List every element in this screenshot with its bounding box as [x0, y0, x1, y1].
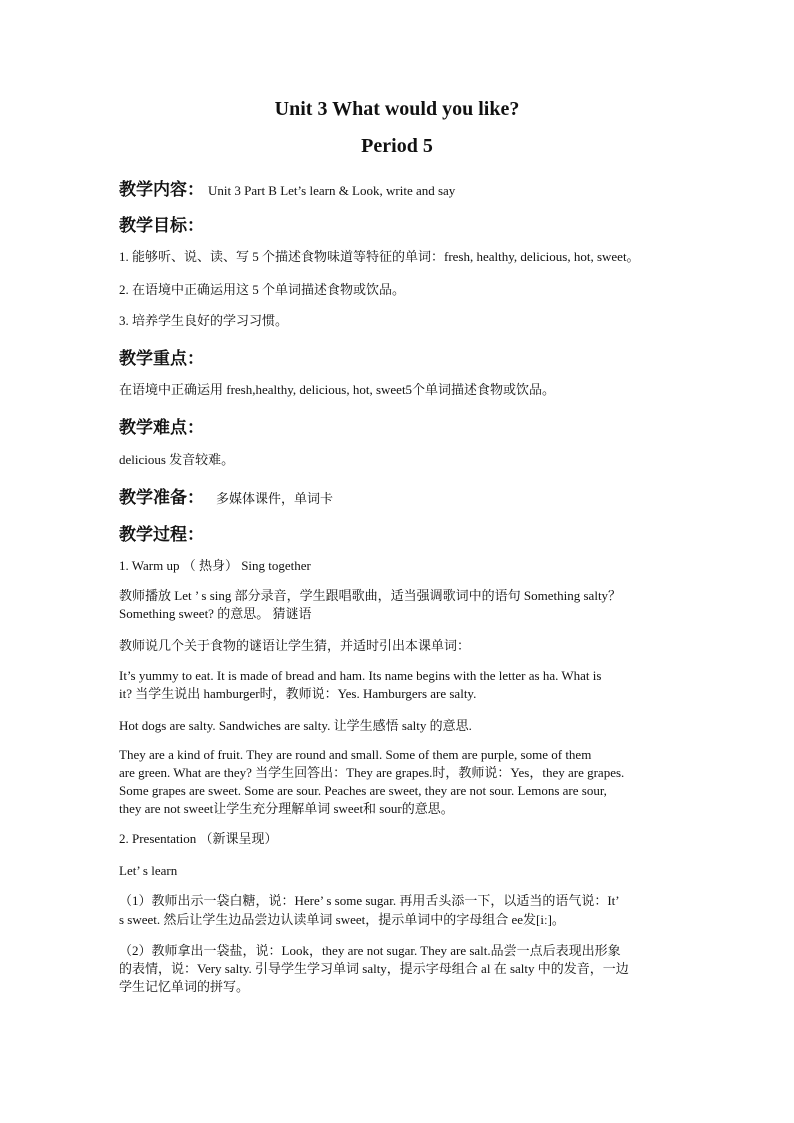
- riddle-3-line: they are not sweet让学生充分理解单词 sweet和 sour的意思。: [119, 801, 454, 816]
- goal-item-3: 3. 培养学生良好的学习习惯。: [119, 313, 289, 328]
- key-points-text: 在语境中正确运用 fresh,healthy, delicious, hot, sweet5个单词描述食物或饮品。: [119, 382, 556, 397]
- content-section: [119, 175, 455, 200]
- step-2-line: 学生记忆单词的拼写。: [119, 979, 250, 994]
- riddle-intro: 教师说几个关于食物的谜语让学生猜，并适时引出本课单词：: [119, 638, 471, 653]
- content-text: Unit 3 Part B Let’s learn & Look, write and say: [208, 183, 456, 198]
- presentation-title: 2. Presentation （新课呈现）: [119, 831, 278, 846]
- riddle-1-line: It’s yummy to eat. It is made of bread and ham. Its name begins with the letter as ha. What is: [119, 668, 602, 683]
- period-title: Period 5: [361, 135, 433, 157]
- goal-item-1: 1. 能够听、说、读、写 5 个描述食物味道等特征的单词：fresh, healthy, delicious, hot, sweet。: [119, 249, 640, 264]
- step-2-line: 的表情，说：Very salty. 引导学生学习单词 salty，提示字母组合 al 在 salty 中的发音，一边: [119, 961, 629, 976]
- goal-item-2: 2. 在语境中正确运用这 5 个单词描述食物或饮品。: [119, 282, 406, 297]
- content-heading: 教学内容：: [119, 180, 204, 200]
- warmup-paragraph-line: Something sweet? 的意思。 猜谜语: [119, 606, 312, 621]
- riddle-3-line: Some grapes are sweet. Some are sour. Peaches are sweet, they are not sour. Lemons are sour,: [119, 783, 607, 798]
- preparation-heading: 教学准备：: [119, 488, 204, 508]
- warmup-title: 1. Warm up （ 热身） Sing together: [119, 558, 311, 573]
- riddle-2: Hot dogs are salty. Sandwiches are salty. 让学生感悟 salty 的意思.: [119, 718, 472, 733]
- riddle-3-line: They are a kind of fruit. They are round and small. Some of them are purple, some of them: [119, 747, 592, 762]
- riddle-1-line: it? 当学生说出 hamburger时，教师说：Yes. Hamburgers are salty.: [119, 686, 477, 701]
- difficulties-text: delicious 发音较难。: [119, 452, 235, 467]
- preparation-section: [119, 483, 333, 508]
- preparation-text: 多媒体课件，单词卡: [216, 491, 334, 506]
- key-points-heading: 教学重点：: [119, 349, 204, 369]
- riddle-3-line: are green. What are they? 当学生回答出：They are grapes.时，教师说：Yes，they are grapes.: [119, 765, 625, 780]
- step-2-line: （2）教师拿出一袋盐，说：Look，they are not sugar. They are salt.品尝一点后表现出形象: [119, 943, 621, 958]
- goals-heading: 教学目标：: [119, 216, 204, 236]
- document-title: Unit 3 What would you like?: [274, 98, 520, 120]
- warmup-paragraph-line: 教师播放 Let ’ s sing 部分录音，学生跟唱歌曲，适当强调歌词中的语句 Something salty？: [119, 588, 622, 603]
- process-heading: 教学过程：: [119, 525, 204, 545]
- step-1-line: （1）教师出示一袋白糖，说：Here’ s some sugar. 再用舌头添一下，以适当的语气说：It’: [119, 893, 620, 908]
- step-1-line: s sweet. 然后让学生边品尝边认读单词 sweet，提示单词中的字母组合 ee发[iː]。: [119, 912, 565, 927]
- difficulties-heading: 教学难点：: [119, 418, 204, 438]
- lets-learn-label: Let’ s learn: [119, 863, 178, 878]
